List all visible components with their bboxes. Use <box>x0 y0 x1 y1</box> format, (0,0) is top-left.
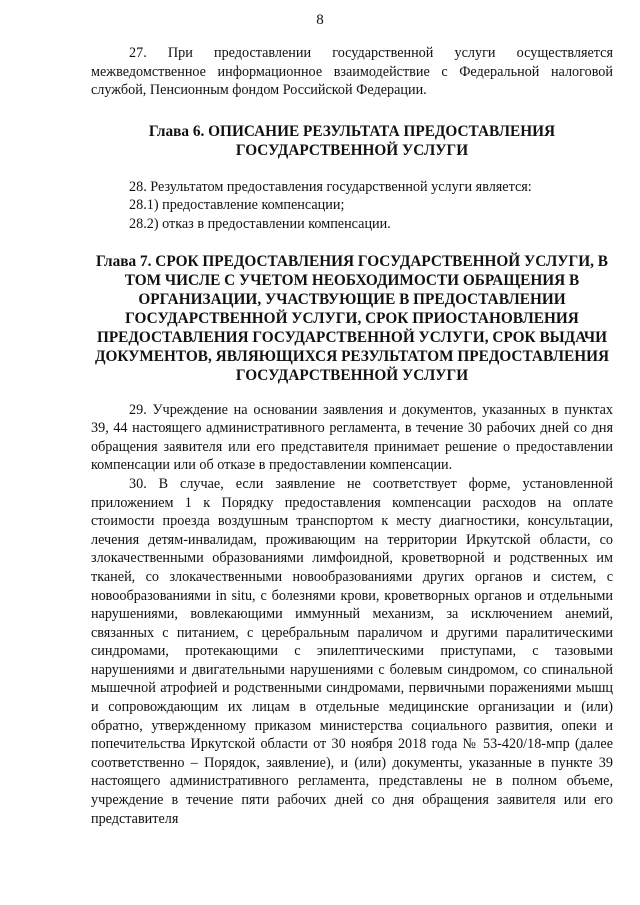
paragraph-29: 29. Учреждение на основании заявления и документов, указанных в пунктах 39, 44 настоящего административного регламента, в течение 30 рабочих дней со дня обращения заявителя или его представителя принимает решение о предоставлении компенсации или об отказе в предоставлении компенсации. <box>91 401 613 474</box>
page-number: 8 <box>316 12 324 28</box>
paragraph-28-item: 28.2) отказ в предоставлении компенсации. <box>129 215 391 232</box>
chapter-6-heading: Глава 6. ОПИСАНИЕ РЕЗУЛЬТАТА ПРЕДОСТАВЛЕНИЯ ГОСУДАРСТВЕННОЙ УСЛУГИ <box>148 122 556 159</box>
paragraph-27: 27. При предоставлении государственной услуги осуществляется межведомственное информационное взаимодействие с Федеральной налоговой службой, Пенсионным фондом Российской Федерации. <box>91 45 613 99</box>
paragraph-28-item: 28.1) предоставление компенсации; <box>129 197 345 214</box>
document-body <box>91 44 613 828</box>
paragraph-28-intro: 28. Результатом предоставления государственной услуги является: <box>129 178 532 195</box>
chapter-7-heading: Глава 7. СРОК ПРЕДОСТАВЛЕНИЯ ГОСУДАРСТВЕННОЙ УСЛУГИ, В ТОМ ЧИСЛЕ С УЧЕТОМ НЕОБХОДИМОСТИ ОБРАЩЕНИЯ В ОРГАНИЗАЦИИ, УЧАСТВУЮЩИЕ В ПРЕДОСТАВЛЕНИИ ГОСУДАРСТВЕННОЙ УСЛУГИ, СРОК ПРИОСТАНОВЛЕНИЯ ПРЕДОСТАВЛЕНИЯ ГОСУДАРСТВЕННОЙ УСЛУГИ, СРОК ВЫДАЧИ ДОКУМЕНТОВ, ЯВЛЯЮЩИХСЯ РЕЗУЛЬТАТОМ ПРЕДОСТАВЛЕНИЯ ГОСУДАРСТВЕННОЙ УСЛУГИ <box>94 252 610 384</box>
paragraph-30: 30. В случае, если заявление не соответствует форме, установленной приложением 1 к Порядку предоставления компенсации расходов на оплате стоимости проезда воздушным транспортом к месту диагностики, консультации, лечения детям-инвалидам, проживающим на территории Иркутской области, со злокачественными образованиями лимфоидной, кроветворной и родственных им тканей, со злокачественными новообразованиями других органов и систем, с новообразованиями in situ, с болезнями крови, кроветворных органов и отдельными нарушениями, вовлекающими иммунный механизм, за исключением анемий, связанных с питанием, с церебральным параличом и другими паралитическими синдромами, протекающими с эпилептическими приступами, с тазовыми нарушениями и двигательными нарушениями с болевым синдромом, со спинальной мышечной атрофией и родственными синдромами, первичными поражениями мышц и сопровождающим их лицам в отдельные медицинские организации и (или) обратно, утвержденному приказом министерства социального развития, опеки и попечительства Иркутской области от 30 ноября 2018 года № 53-420/18-мпр (далее соответственно – Порядок, заявление), и (или) документы, указанные в пункте 39 настоящего административного регламента, представлены не в полном объеме, учреждение в течение пяти рабочих дней со дня обращения заявителя или его представителя <box>91 475 613 827</box>
